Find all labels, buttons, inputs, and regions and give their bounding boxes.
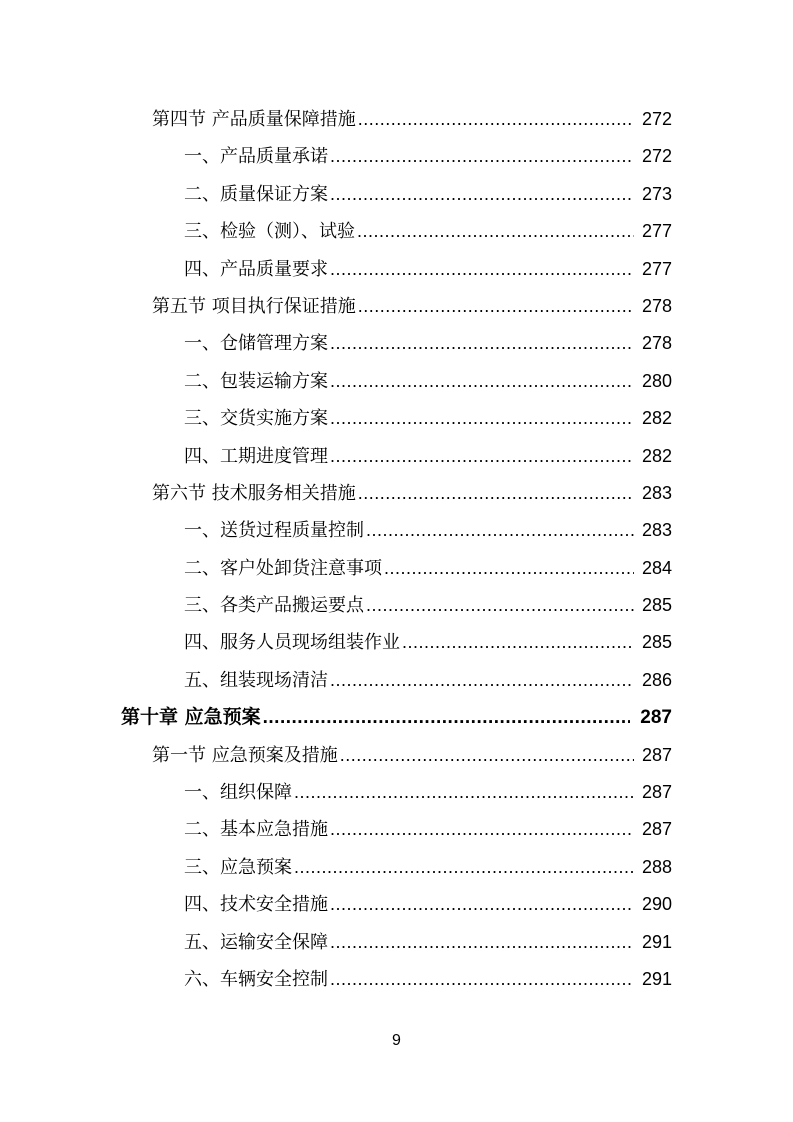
toc-entry-title: 四、产品质量要求 (184, 258, 328, 280)
toc-entry[interactable] (0, 363, 793, 400)
toc-entry-page: 277 (641, 221, 672, 242)
toc-entry-page: 291 (641, 931, 672, 952)
dot-leader (330, 325, 634, 362)
toc-entry-page: 278 (641, 295, 672, 316)
dot-leader (330, 811, 634, 848)
dot-leader (366, 512, 634, 549)
toc-entry-page: 287 (641, 782, 672, 803)
toc-entry-page: 278 (641, 333, 672, 354)
toc-entry-page: 290 (641, 894, 672, 915)
toc-entry[interactable] (0, 550, 793, 587)
toc-entry-title: 四、服务人员现场组装作业 (184, 632, 400, 654)
toc-entry-page: 285 (641, 632, 672, 653)
dot-leader (330, 438, 634, 475)
toc-entry-page: 291 (641, 968, 672, 989)
dot-leader (330, 363, 634, 400)
toc-entry-page: 280 (641, 370, 672, 391)
dot-leader (330, 662, 634, 699)
dot-leader (358, 101, 634, 138)
dot-leader (330, 400, 634, 437)
toc-entry-title: 第六节 技术服务相关措施 (152, 482, 356, 504)
toc-entry-title: 一、产品质量承诺 (184, 146, 328, 168)
toc-entry[interactable] (0, 213, 793, 250)
toc-entry-title: 一、送货过程质量控制 (184, 520, 364, 542)
toc-entry-title: 六、车辆安全控制 (184, 968, 328, 990)
toc-entry-title: 二、客户处卸货注意事项 (184, 557, 382, 579)
toc-entry-page: 283 (641, 482, 672, 503)
toc-entry[interactable] (0, 400, 793, 437)
toc-chapter-entry[interactable] (0, 699, 793, 736)
toc-entry-title: 三、交货实施方案 (184, 408, 328, 430)
toc-entry[interactable] (0, 251, 793, 288)
toc-entry-title: 五、运输安全保障 (184, 931, 328, 953)
toc-entry[interactable] (0, 737, 793, 774)
dot-leader (330, 176, 634, 213)
dot-leader (330, 924, 634, 961)
toc-entry-page: 287 (641, 744, 672, 765)
toc-entry[interactable] (0, 774, 793, 811)
toc-entry-page: 284 (641, 557, 672, 578)
toc-entry[interactable] (0, 886, 793, 923)
toc-entry-page: 273 (641, 183, 672, 204)
toc-entry[interactable] (0, 138, 793, 175)
dot-leader (358, 475, 634, 512)
toc-entry-title: 五、组装现场清洁 (184, 669, 328, 691)
toc-entry[interactable] (0, 924, 793, 961)
toc-entry-page: 282 (641, 445, 672, 466)
toc-entry-title: 第一节 应急预案及措施 (152, 744, 338, 766)
toc-entry-title: 四、工期进度管理 (184, 445, 328, 467)
toc-entry-title: 二、质量保证方案 (184, 183, 328, 205)
toc-entry-page: 287 (641, 819, 672, 840)
toc-entry[interactable] (0, 849, 793, 886)
toc-entry-page: 285 (641, 595, 672, 616)
toc-entry-title: 第五节 项目执行保证措施 (152, 295, 356, 317)
toc-entry-title: 三、检验（测）、试验 (184, 221, 355, 243)
toc-entry[interactable] (0, 624, 793, 661)
toc-entry-title: 三、各类产品搬运要点 (184, 595, 364, 617)
toc-entry[interactable] (0, 662, 793, 699)
toc-entry-title: 二、包装运输方案 (184, 370, 328, 392)
toc-entry-page: 283 (641, 520, 672, 541)
toc-entry-title: 第四节 产品质量保障措施 (152, 109, 356, 130)
dot-leader (330, 961, 634, 998)
dot-leader (263, 699, 630, 736)
toc-entry-page: 277 (641, 258, 672, 279)
toc-entry[interactable] (0, 587, 793, 624)
toc-entry-title: 一、仓储管理方案 (184, 333, 328, 355)
dot-leader (330, 886, 634, 923)
dot-leader (366, 587, 634, 624)
toc-entry[interactable] (0, 961, 793, 998)
toc-entry-page: 272 (641, 146, 672, 167)
toc-entry-title: 二、基本应急措施 (184, 819, 328, 841)
dot-leader (330, 138, 634, 175)
toc-entry[interactable] (0, 475, 793, 512)
toc-entry-page: 282 (641, 408, 672, 429)
toc-entry-title: 第十章 应急预案 (121, 706, 261, 729)
toc-entry[interactable] (0, 512, 793, 549)
toc-entry-title: 三、应急预案 (184, 856, 292, 878)
toc-entry[interactable] (0, 438, 793, 475)
dot-leader (384, 550, 634, 587)
dot-leader (330, 251, 634, 288)
toc-entry-page: 286 (641, 669, 672, 690)
toc-entry-page: 288 (641, 856, 672, 877)
page-number: 9 (392, 1032, 401, 1049)
toc-entry-page: 272 (641, 109, 672, 129)
dot-leader (357, 213, 634, 250)
dot-leader (294, 774, 634, 811)
dot-leader (294, 849, 634, 886)
dot-leader (402, 624, 634, 661)
toc-entry[interactable] (0, 288, 793, 325)
toc-entry[interactable] (0, 101, 793, 138)
toc-entry-page: 287 (640, 707, 672, 729)
toc-entry[interactable] (0, 811, 793, 848)
dot-leader (340, 737, 634, 774)
table-of-contents (0, 101, 793, 998)
toc-entry[interactable] (0, 176, 793, 213)
toc-entry-title: 四、技术安全措施 (184, 894, 328, 916)
toc-entry[interactable] (0, 325, 793, 362)
dot-leader (358, 288, 634, 325)
toc-entry-title: 一、组织保障 (184, 782, 292, 804)
